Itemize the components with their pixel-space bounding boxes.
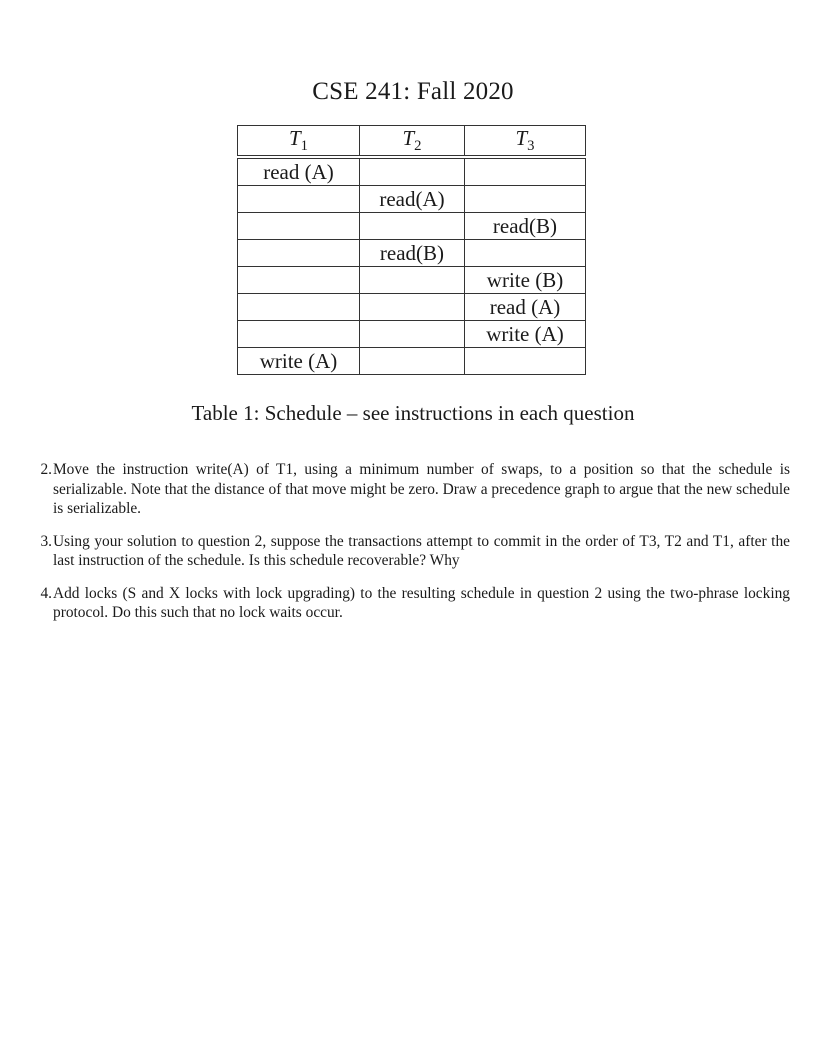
table-row (238, 348, 586, 375)
question-text: Add locks (S and X locks with lock upgrading) to the resulting schedule in question 2 using the two-phrase locking protocol. Do this such that no lock waits occur. (53, 584, 790, 621)
cell-t1: write (A) (238, 348, 360, 375)
cell-t3: read (A) (465, 294, 586, 321)
cell-t2 (360, 321, 465, 348)
header-t2: $T_2$ (360, 126, 465, 158)
schedule-table (237, 125, 586, 375)
question-text: Move the instruction write(A) of T1, using a minimum number of swaps, to a position so that the schedule is serializable. Note that the distance of that move might be zero. Draw a precedence graph to argue that the new schedule is serializable. (53, 461, 790, 517)
table-caption: Table 1: Schedule – see instructions in each question (191, 401, 635, 425)
table-row (238, 267, 586, 294)
cell-t3: write (B) (465, 267, 586, 294)
question-list (25, 460, 790, 636)
cell-t3 (465, 186, 586, 213)
header-t1: $T_1$ (238, 126, 360, 158)
cell-t2 (360, 213, 465, 240)
cell-t3 (465, 240, 586, 267)
cell-t1 (238, 294, 360, 321)
table-header-row (238, 126, 586, 158)
page-title: CSE 241: Fall 2020 (312, 78, 514, 105)
cell-t2 (360, 294, 465, 321)
question-item (25, 460, 790, 519)
cell-t3: read(B) (465, 213, 586, 240)
cell-t1 (238, 240, 360, 267)
cell-t1 (238, 267, 360, 294)
cell-t3: write (A) (465, 321, 586, 348)
question-number: 3. (40, 532, 52, 550)
header-t3: $T_3$ (465, 126, 586, 158)
cell-t3 (465, 157, 586, 186)
table-row (238, 321, 586, 348)
cell-t3 (465, 348, 586, 375)
cell-t2 (360, 348, 465, 375)
question-number: 2. (40, 461, 52, 478)
cell-t1 (238, 213, 360, 240)
cell-t1 (238, 186, 360, 213)
question-number: 4. (40, 584, 52, 602)
table-row (238, 240, 586, 267)
cell-t2 (360, 157, 465, 186)
question-text: Using your solution to question 2, suppose the transactions attempt to commit in the order of T3, T2 and T1, after the last instruction of the schedule. Is this schedule recoverable? Why (53, 532, 790, 569)
cell-t1 (238, 321, 360, 348)
cell-t2 (360, 267, 465, 294)
cell-t1: read (A) (238, 157, 360, 186)
cell-t2: read(A) (360, 186, 465, 213)
question-item (25, 532, 790, 571)
cell-t2: read(B) (360, 240, 465, 267)
table-row (238, 213, 586, 240)
question-item (25, 584, 790, 623)
table-row (238, 186, 586, 213)
table-row (238, 294, 586, 321)
table-row (238, 157, 586, 186)
